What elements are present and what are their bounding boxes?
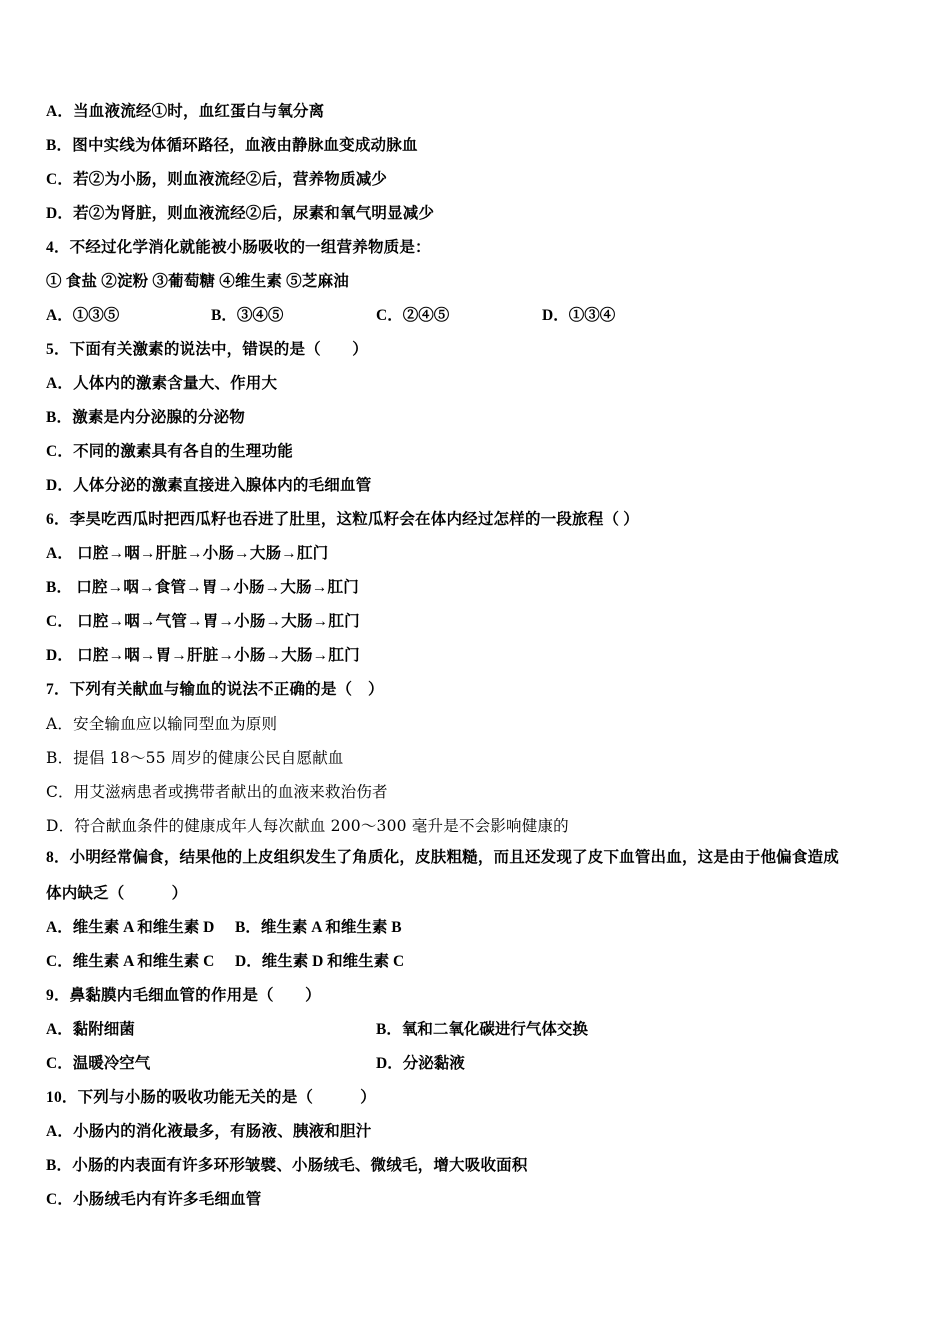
q4-option-c: C．②④⑤ bbox=[376, 307, 450, 324]
q4-option-b: B．③④⑤ bbox=[211, 307, 284, 324]
q7-option-b: B．提倡 18～55 周岁的健康公民自愿献血 bbox=[46, 749, 344, 767]
q10-option-c: C．小肠绒毛内有许多毛细血管 bbox=[46, 1191, 262, 1208]
q8-option-a: A．维生素 A 和维生素 D bbox=[46, 919, 215, 936]
q9-stem: 9．鼻黏膜内毛细血管的作用是（ ） bbox=[46, 987, 321, 1004]
q9-option-a: A．黏附细菌 bbox=[46, 1021, 135, 1038]
q5-stem: 5．下面有关激素的说法中，错误的是（ ） bbox=[46, 341, 368, 358]
q3-option-d: D．若②为肾脏，则血液流经②后，尿素和氧气明显减少 bbox=[46, 205, 435, 222]
q4-items: ① 食盐 ②淀粉 ③葡萄糖 ④维生素 ⑤芝麻油 bbox=[46, 273, 349, 290]
q5-option-d: D．人体分泌的激素直接进入腺体内的毛细血管 bbox=[46, 477, 372, 494]
q5-option-b: B．激素是内分泌腺的分泌物 bbox=[46, 409, 245, 426]
q6-option-b: B． 口腔→咽→食管→胃→小肠→大肠→肛门 bbox=[46, 579, 359, 596]
q8-option-b: B．维生素 A 和维生素 B bbox=[235, 919, 402, 936]
q6-option-a: A． 口腔→咽→肝脏→小肠→大肠→肛门 bbox=[46, 545, 329, 562]
q10-stem: 10．下列与小肠的吸收功能无关的是（ ） bbox=[46, 1089, 376, 1106]
q8-stem-line2: 体内缺乏（ ） bbox=[46, 885, 188, 902]
q6-option-d: D． 口腔→咽→胃→肝脏→小肠→大肠→肛门 bbox=[46, 647, 360, 664]
q5-option-a: A．人体内的激素含量大、作用大 bbox=[46, 375, 278, 392]
q8-option-d: D．维生素 D 和维生素 C bbox=[235, 953, 405, 970]
q8-option-c: C．维生素 A 和维生素 C bbox=[46, 953, 215, 970]
q7-option-d: D．符合献血条件的健康成年人每次献血 200～300 毫升是不会影响健康的 bbox=[46, 817, 569, 835]
q3-option-a: A．当血液流经①时，血红蛋白与氧分离 bbox=[46, 103, 325, 120]
q4-stem: 4．不经过化学消化就能被小肠吸收的一组营养物质是： bbox=[46, 239, 431, 256]
q3-option-b: B．图中实线为体循环路径，血液由静脉血变成动脉血 bbox=[46, 137, 418, 154]
q4-option-a: A．①③⑤ bbox=[46, 307, 120, 324]
q10-option-b: B．小肠的内表面有许多环形皱襞、小肠绒毛、微绒毛，增大吸收面积 bbox=[46, 1157, 528, 1174]
q6-stem: 6．李昊吃西瓜时把西瓜籽也吞进了肚里，这粒瓜籽会在体内经过怎样的一段旅程（ ） bbox=[46, 511, 639, 528]
q7-option-a: A．安全输血应以输同型血为原则 bbox=[46, 715, 278, 733]
q3-option-c: C．若②为小肠，则血液流经②后，营养物质减少 bbox=[46, 171, 388, 188]
q9-option-d: D．分泌黏液 bbox=[376, 1055, 465, 1072]
q8-stem-line1: 8．小明经常偏食，结果他的上皮组织发生了角质化，皮肤粗糙，而且还发现了皮下血管出血，这是由于他偏食造成 bbox=[46, 849, 839, 866]
q7-option-c: C．用艾滋病患者或携带者献出的血液来救治伤者 bbox=[46, 783, 388, 801]
q5-option-c: C．不同的激素具有各自的生理功能 bbox=[46, 443, 293, 460]
q7-stem: 7．下列有关献血与输血的说法不正确的是（ ） bbox=[46, 681, 384, 698]
q4-option-d: D．①③④ bbox=[542, 307, 616, 324]
q6-option-c: C． 口腔→咽→气管→胃→小肠→大肠→肛门 bbox=[46, 613, 360, 630]
q9-option-b: B．氧和二氧化碳进行气体交换 bbox=[376, 1021, 588, 1038]
q9-option-c: C．温暖冷空气 bbox=[46, 1055, 151, 1072]
q10-option-a: A．小肠内的消化液最多，有肠液、胰液和胆汁 bbox=[46, 1123, 372, 1140]
